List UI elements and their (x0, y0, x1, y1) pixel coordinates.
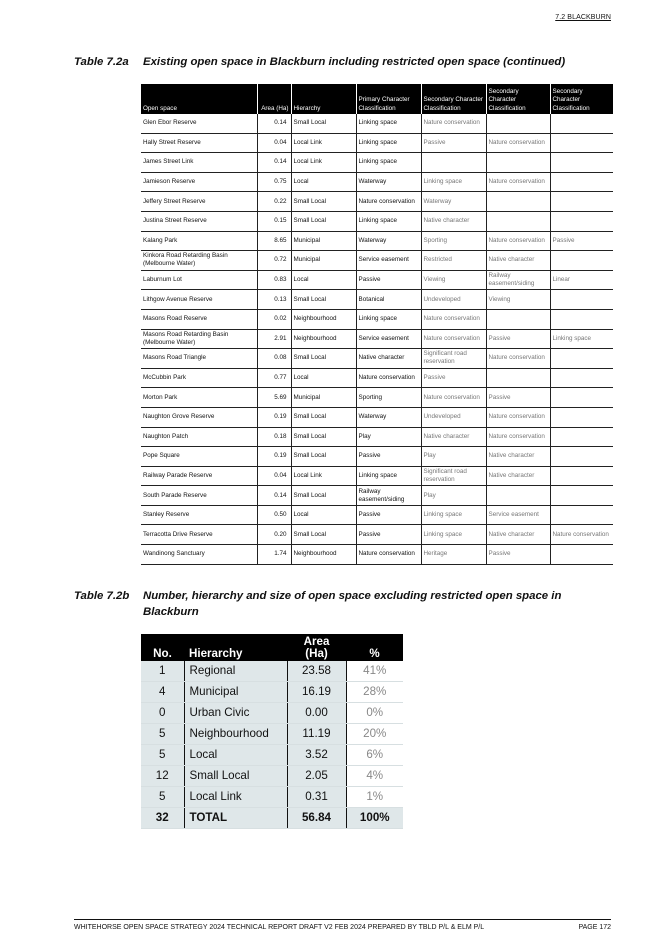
table-row (141, 368, 613, 388)
table-row (141, 407, 613, 427)
table-cell: Masons Road Reserve (141, 309, 257, 329)
page-footer (74, 919, 611, 931)
table-cell: Native character (421, 211, 486, 231)
table-row (141, 745, 403, 766)
table-cell: Nature conservation (356, 545, 421, 565)
table-cell: Passive (486, 388, 550, 408)
table-cell: Masons Road Triangle (141, 349, 257, 369)
table-cell: Small Local (291, 290, 356, 310)
col-secondary-character-2: Secondary Character Classification (486, 84, 550, 114)
table-cell: 11.19 (287, 724, 346, 745)
open-space-table (141, 84, 614, 565)
table-cell: Railway easement/siding (356, 486, 421, 506)
table-cell: Small Local (184, 766, 287, 787)
table-cell: 0.83 (257, 270, 291, 290)
table-row (141, 133, 613, 153)
table-b-caption (74, 588, 594, 620)
table-cell: 5.69 (257, 388, 291, 408)
table-row (141, 114, 613, 133)
table-cell: 6% (346, 745, 403, 766)
table-cell (486, 153, 550, 173)
table-a-number: Table 7.2a (74, 56, 129, 68)
table-cell: Municipal (291, 251, 356, 271)
table-cell: Laburnum Lot (141, 270, 257, 290)
table-cell (486, 192, 550, 212)
table-cell: Play (356, 427, 421, 447)
table-cell (486, 211, 550, 231)
table-cell: Stanley Reserve (141, 505, 257, 525)
table-row (141, 172, 613, 192)
table-cell: Nature conservation (356, 368, 421, 388)
table-cell: 0.50 (257, 505, 291, 525)
table-cell: 5 (141, 787, 184, 808)
table-cell: Nature conservation (421, 309, 486, 329)
col-area-b-line1: Area (303, 635, 330, 648)
table-cell: Small Local (291, 407, 356, 427)
table-cell: Neighbourhood (291, 329, 356, 349)
table-cell: Local Link (291, 466, 356, 486)
table-cell (550, 505, 613, 525)
table-row (141, 486, 613, 506)
footer-page-number: PAGE 172 (578, 924, 611, 931)
table-cell: Linking space (356, 133, 421, 153)
table-cell: Small Local (291, 447, 356, 467)
table-cell: 28% (346, 682, 403, 703)
table-cell: Regional (184, 661, 287, 682)
hierarchy-summary-table (141, 634, 403, 829)
table-row (141, 703, 403, 724)
table-cell (486, 114, 550, 133)
table-b-title: Number, hierarchy and size of open space excluding restricted open space in Blackburn (143, 590, 562, 618)
table-cell: Passive (486, 545, 550, 565)
table-cell: Nature conservation (486, 133, 550, 153)
table-cell: Linking space (356, 153, 421, 173)
table-cell: Urban Civic (184, 703, 287, 724)
table-cell: Nature conservation (421, 388, 486, 408)
total-cell: 100% (346, 808, 403, 829)
col-open-space: Open space (141, 84, 257, 114)
table-cell: Small Local (291, 211, 356, 231)
table-cell: Passive (421, 133, 486, 153)
table-cell (550, 388, 613, 408)
table-cell: 0.18 (257, 427, 291, 447)
table-row (141, 349, 613, 369)
table-cell: Naughton Grove Reserve (141, 407, 257, 427)
table-cell: Waterway (356, 407, 421, 427)
table-cell: Municipal (184, 682, 287, 703)
table-cell: Native character (356, 349, 421, 369)
table-cell: 4 (141, 682, 184, 703)
table-cell: 0% (346, 703, 403, 724)
table-cell (550, 368, 613, 388)
table-cell: Service easement (356, 329, 421, 349)
table-cell (486, 368, 550, 388)
table-cell (550, 447, 613, 467)
table-cell: Significant road reservation (421, 349, 486, 369)
table-cell: Pope Square (141, 447, 257, 467)
table-cell: Passive (356, 525, 421, 545)
table-cell: Linking space (421, 525, 486, 545)
table-cell (550, 192, 613, 212)
table-cell: 0.77 (257, 368, 291, 388)
table-cell: 0.14 (257, 153, 291, 173)
table-cell: Nature conservation (486, 172, 550, 192)
table-cell (550, 251, 613, 271)
table-row (141, 724, 403, 745)
table-row (141, 270, 613, 290)
table-cell: Local (291, 270, 356, 290)
table-cell: 0.19 (257, 407, 291, 427)
table-cell: Viewing (421, 270, 486, 290)
table-cell: Viewing (486, 290, 550, 310)
table-row (141, 787, 403, 808)
table-cell: 5 (141, 745, 184, 766)
table-cell: Heritage (421, 545, 486, 565)
table-cell: Service easement (356, 251, 421, 271)
table-cell: 20% (346, 724, 403, 745)
col-area: Area (Ha) (257, 84, 291, 114)
table-cell: 1 (141, 661, 184, 682)
table-cell: 0.00 (287, 703, 346, 724)
table-cell: 3.52 (287, 745, 346, 766)
table-row (141, 192, 613, 212)
total-row (141, 808, 403, 829)
table-cell: Significant road reservation (421, 466, 486, 486)
table-cell: Neighbourhood (291, 545, 356, 565)
table-cell: Waterway (421, 192, 486, 212)
col-hierarchy-b: Hierarchy (184, 634, 287, 661)
table-cell (550, 407, 613, 427)
table-cell: Sporting (356, 388, 421, 408)
col-primary-character: Primary Character Classification (356, 84, 421, 114)
table-cell: James Street Link (141, 153, 257, 173)
table-cell: 16.19 (287, 682, 346, 703)
table-cell: Hally Street Reserve (141, 133, 257, 153)
table-cell: Undeveloped (421, 407, 486, 427)
table-cell: Passive (486, 329, 550, 349)
table-cell: Linking space (421, 505, 486, 525)
table-cell: Justina Street Reserve (141, 211, 257, 231)
table-cell (550, 133, 613, 153)
table-cell: Passive (356, 270, 421, 290)
table-cell: 0.72 (257, 251, 291, 271)
table-cell: Native character (421, 427, 486, 447)
table-cell: Local Link (184, 787, 287, 808)
total-cell: TOTAL (184, 808, 287, 829)
table-cell: 0.20 (257, 525, 291, 545)
table-cell: Passive (356, 505, 421, 525)
table-cell: Railway Parade Reserve (141, 466, 257, 486)
table-cell: 0.14 (257, 486, 291, 506)
table-cell: 0.75 (257, 172, 291, 192)
table-cell: Nature conservation (421, 329, 486, 349)
table-cell: Passive (356, 447, 421, 467)
table-row (141, 525, 613, 545)
table-b-header-row (141, 634, 403, 661)
table-cell: Naughton Patch (141, 427, 257, 447)
table-cell: 0.02 (257, 309, 291, 329)
table-cell: Linear (550, 270, 613, 290)
table-cell: Linking space (356, 114, 421, 133)
table-cell: Botanical (356, 290, 421, 310)
table-cell: Service easement (486, 505, 550, 525)
table-cell: Local Link (291, 153, 356, 173)
table-cell: 0.04 (257, 466, 291, 486)
table-cell: 41% (346, 661, 403, 682)
table-cell (550, 486, 613, 506)
table-cell: Local (184, 745, 287, 766)
table-cell: Local (291, 505, 356, 525)
table-cell: Nature conservation (486, 427, 550, 447)
table-row (141, 309, 613, 329)
table-cell (421, 153, 486, 173)
table-cell: Play (421, 447, 486, 467)
table-cell: Linking space (550, 329, 613, 349)
table-cell: 0.13 (257, 290, 291, 310)
table-cell: 0 (141, 703, 184, 724)
table-cell: 0.14 (257, 114, 291, 133)
table-cell: 12 (141, 766, 184, 787)
table-a-title: Existing open space in Blackburn including restricted open space (continued) (143, 56, 566, 68)
table-cell: 2.91 (257, 329, 291, 349)
table-cell: Jamieson Reserve (141, 172, 257, 192)
table-cell: Undeveloped (421, 290, 486, 310)
table-cell: Small Local (291, 427, 356, 447)
table-cell: Play (421, 486, 486, 506)
table-cell: Jeffery Street Reserve (141, 192, 257, 212)
table-row (141, 682, 403, 703)
table-cell: Linking space (421, 172, 486, 192)
table-row (141, 251, 613, 271)
table-row (141, 427, 613, 447)
table-cell: Railway easement/siding (486, 270, 550, 290)
table-row (141, 290, 613, 310)
table-cell: 0.04 (257, 133, 291, 153)
total-cell: 56.84 (287, 808, 346, 829)
table-row (141, 211, 613, 231)
table-cell: 2.05 (287, 766, 346, 787)
table-cell (550, 309, 613, 329)
table-cell: Nature conservation (486, 231, 550, 251)
table-cell: 0.31 (287, 787, 346, 808)
col-secondary-character-3: Secondary Character Classification (550, 84, 613, 114)
table-cell: Small Local (291, 525, 356, 545)
table-cell: Nature conservation (356, 192, 421, 212)
table-row (141, 329, 613, 349)
table-cell: Nature conservation (486, 349, 550, 369)
table-cell: Linking space (356, 211, 421, 231)
table-cell: Kinkora Road Retarding Basin (Melbourne Water) (141, 251, 257, 271)
table-cell (550, 349, 613, 369)
table-cell: Neighbourhood (184, 724, 287, 745)
col-area-b (287, 634, 346, 661)
table-cell: Small Local (291, 349, 356, 369)
table-cell: Linking space (356, 309, 421, 329)
table-row (141, 153, 613, 173)
section-header: 7.2 BLACKBURN (555, 14, 611, 21)
table-cell: 23.58 (287, 661, 346, 682)
table-cell: Small Local (291, 114, 356, 133)
table-cell: 8.65 (257, 231, 291, 251)
table-cell: Local (291, 172, 356, 192)
table-cell: Kalang Park (141, 231, 257, 251)
table-row (141, 447, 613, 467)
table-cell: Restricted (421, 251, 486, 271)
table-cell (486, 486, 550, 506)
table-cell: 5 (141, 724, 184, 745)
col-hierarchy: Hierarchy (291, 84, 356, 114)
table-cell (550, 427, 613, 447)
table-b-number: Table 7.2b (74, 590, 130, 602)
table-cell: Local (291, 368, 356, 388)
table-cell: Native character (486, 466, 550, 486)
table-row (141, 766, 403, 787)
table-cell: Nature conservation (486, 407, 550, 427)
table-cell (486, 309, 550, 329)
table-cell: Small Local (291, 486, 356, 506)
table-cell: Nature conservation (421, 114, 486, 133)
col-no: No. (141, 634, 184, 661)
table-cell: South Parade Reserve (141, 486, 257, 506)
table-row (141, 505, 613, 525)
table-cell: Native character (486, 251, 550, 271)
table-cell: Masons Road Retarding Basin (Melbourne Water) (141, 329, 257, 349)
table-row (141, 231, 613, 251)
table-cell: Municipal (291, 231, 356, 251)
table-cell (550, 114, 613, 133)
table-cell: 4% (346, 766, 403, 787)
table-cell: Nature conservation (550, 525, 613, 545)
table-a-header-row (141, 84, 613, 114)
table-cell (550, 545, 613, 565)
table-cell: Passive (550, 231, 613, 251)
footer-report-info: WHITEHORSE OPEN SPACE STRATEGY 2024 TECHNICAL REPORT DRAFT V2 FEB 2024 PREPARED BY TBLD P/L & ELM P/L (74, 924, 485, 931)
table-cell: Waterway (356, 231, 421, 251)
table-cell: Wandinong Sanctuary (141, 545, 257, 565)
table-a-caption (74, 54, 594, 70)
col-area-b-line2: (Ha) (305, 647, 328, 660)
table-cell: 0.19 (257, 447, 291, 467)
table-cell: 0.15 (257, 211, 291, 231)
table-cell: Native character (486, 525, 550, 545)
table-cell (550, 153, 613, 173)
table-cell (550, 211, 613, 231)
table-row (141, 466, 613, 486)
table-row (141, 388, 613, 408)
total-cell: 32 (141, 808, 184, 829)
table-cell: Small Local (291, 192, 356, 212)
table-cell: Native character (486, 447, 550, 467)
table-cell (550, 466, 613, 486)
table-row (141, 545, 613, 565)
col-secondary-character-1: Secondary Character Classification (421, 84, 486, 114)
table-cell: Sporting (421, 231, 486, 251)
table-cell: Linking space (356, 466, 421, 486)
table-cell: Municipal (291, 388, 356, 408)
table-cell: Local Link (291, 133, 356, 153)
table-cell: Waterway (356, 172, 421, 192)
table-cell: McCubbin Park (141, 368, 257, 388)
table-cell: Lithgow Avenue Reserve (141, 290, 257, 310)
table-cell: 1% (346, 787, 403, 808)
table-cell: Glen Ebor Reserve (141, 114, 257, 133)
table-cell: 0.08 (257, 349, 291, 369)
table-cell: Passive (421, 368, 486, 388)
table-row (141, 661, 403, 682)
table-cell: Morton Park (141, 388, 257, 408)
table-cell: 0.22 (257, 192, 291, 212)
table-cell: 1.74 (257, 545, 291, 565)
table-cell: Terracotta Drive Reserve (141, 525, 257, 545)
col-percent: % (346, 634, 403, 661)
table-cell: Neighbourhood (291, 309, 356, 329)
table-cell (550, 290, 613, 310)
table-cell (550, 172, 613, 192)
